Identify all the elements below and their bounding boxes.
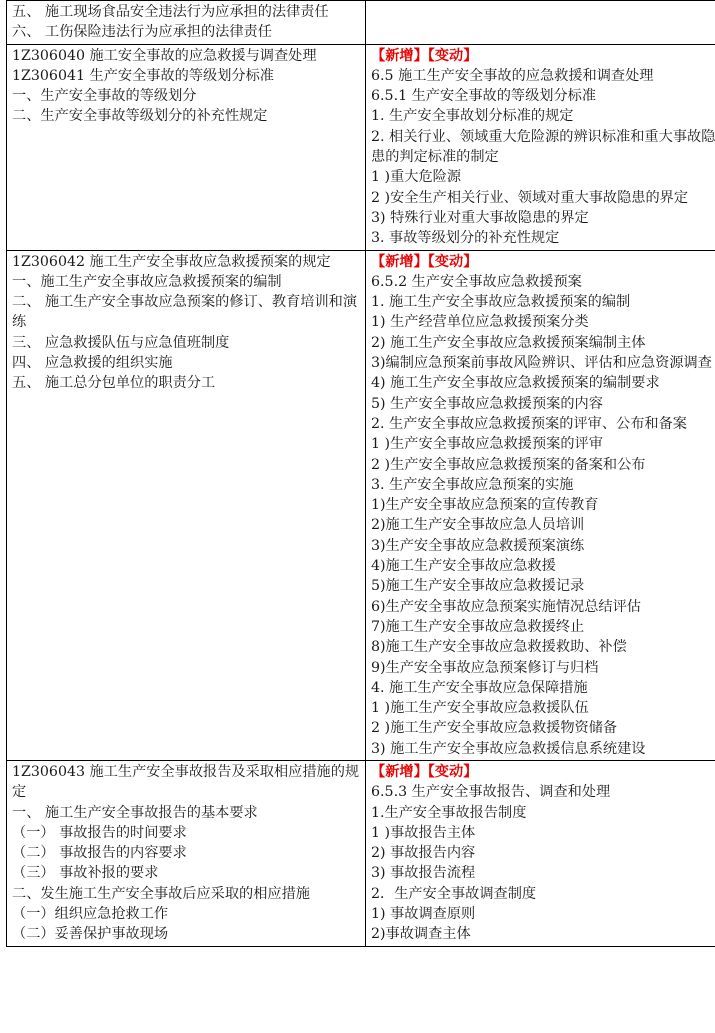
outline-line: 1.生产安全事故报告制度 <box>371 804 527 821</box>
outline-line: 一、 施工生产安全事故报告的基本要求 <box>12 804 258 821</box>
change-tag: 【新增】【变动】 <box>371 253 478 270</box>
outline-line: 4)施工生产安全事故应急救援 <box>371 558 556 575</box>
outline-line: 1 )重大危险源 <box>371 169 462 186</box>
outline-line: 1Z306041 生产安全事故的等级划分标准 <box>12 67 274 84</box>
comparison-table-body <box>7 1 715 947</box>
outline-line: 8)施工生产安全事故应急救援救助、补偿 <box>371 639 627 656</box>
outline-line: 3) 特殊行业对重大事故隐患的界定 <box>371 209 589 226</box>
outline-line: 2 )安全生产相关行业、领域对重大事故隐患的界定 <box>371 189 689 206</box>
outline-line: 9)生产安全事故应急预案修订与归档 <box>371 659 599 676</box>
outline-line: 2. 生产安全事故应急救援预案的评审、公布和备案 <box>371 415 687 432</box>
outline-line: 2. 相关行业、领域重大危险源的辨识标准和重大事故隐患的判定标准的制定 <box>371 128 715 166</box>
outline-line: 6)生产安全事故应急预案实施情况总结评估 <box>371 598 641 615</box>
outline-line: 1. 生产安全事故划分标准的规定 <box>371 108 574 125</box>
table-row <box>7 1 715 45</box>
outline-line: （一）组织应急抢救工作 <box>12 906 169 923</box>
outline-line: 3. 生产安全事故应急预案的实施 <box>371 476 574 493</box>
new-edition-cell <box>366 760 715 946</box>
outline-line: 2) 施工生产安全事故应急救援预案编制主体 <box>371 334 646 351</box>
outline-line: 2)施工生产安全事故应急人员培训 <box>371 517 585 534</box>
outline-line: 1Z306040 施工安全事故的应急救援与调查处理 <box>12 47 317 64</box>
outline-line: 5)施工生产安全事故应急救援记录 <box>371 578 585 595</box>
outline-line: （二）妥善保护事故现场 <box>12 926 169 943</box>
outline-line: 1) 生产经营单位应急救援预案分类 <box>371 314 589 331</box>
old-edition-cell <box>7 44 366 250</box>
outline-line: 四、 应急救援的组织实施 <box>12 355 173 372</box>
outline-line: 1) 事故调查原则 <box>371 906 476 923</box>
outline-line: 4) 施工生产安全事故应急救援预案的编制要求 <box>371 375 660 392</box>
outline-line: 五、 施工现场食品安全违法行为应承担的法律责任 <box>12 4 329 20</box>
table-row <box>7 760 715 946</box>
outline-line: 6.5.3 生产安全事故报告、调查和处理 <box>371 784 611 801</box>
outline-line: 2 )施工生产安全事故应急救援物资储备 <box>371 720 618 737</box>
document-page <box>6 0 715 947</box>
new-edition-cell <box>366 250 715 760</box>
new-edition-cell <box>366 44 715 250</box>
outline-line: 二、发生施工生产安全事故后应采取的相应措施 <box>12 885 310 902</box>
outline-line: 1 )施工生产安全事故应急救援队伍 <box>371 700 589 717</box>
outline-line: （三） 事故补报的要求 <box>12 865 159 882</box>
comparison-table <box>6 0 715 947</box>
outline-line: 6.5 施工生产安全事故的应急救援和调查处理 <box>371 67 654 84</box>
outline-line: 6.5.2 生产安全事故应急救援预案 <box>371 273 582 290</box>
outline-line: 1 )事故报告主体 <box>371 824 476 841</box>
old-edition-cell <box>7 760 366 946</box>
outline-line: 6.5.1 生产安全事故的等级划分标准 <box>371 88 597 105</box>
change-tag: 【新增】【变动】 <box>371 47 478 64</box>
outline-line: 1. 施工生产安全事故应急救援预案的编制 <box>371 294 631 311</box>
outline-line: 1Z306043 施工生产安全事故报告及采取相应措施的规定 <box>12 763 360 801</box>
change-tag: 【新增】【变动】 <box>371 763 478 780</box>
outline-line: 2．生产安全事故调查制度 <box>371 885 537 902</box>
outline-line: （一） 事故报告的时间要求 <box>12 824 187 841</box>
outline-line: 3. 事故等级划分的补充性规定 <box>371 230 560 247</box>
outline-line: （二） 事故报告的内容要求 <box>12 845 187 862</box>
outline-line: 2)事故调查主体 <box>371 926 471 943</box>
outline-line: 1 )生产安全事故应急救援预案的评审 <box>371 436 603 453</box>
outline-line: 一、施工生产安全事故应急救援预案的编制 <box>12 273 282 290</box>
old-edition-cell <box>7 1 366 45</box>
outline-line: 2) 事故报告内容 <box>371 845 476 862</box>
outline-line: 二、生产安全事故等级划分的补充性规定 <box>12 108 268 125</box>
table-row <box>7 250 715 760</box>
outline-line: 1Z306042 施工生产安全事故应急救援预案的规定 <box>12 253 331 270</box>
old-edition-cell <box>7 250 366 760</box>
outline-line: 3) 施工生产安全事故应急救援信息系统建设 <box>371 740 646 757</box>
outline-line: 3) 事故报告流程 <box>371 865 476 882</box>
outline-line: 1)生产安全事故应急预案的宣传教育 <box>371 497 599 514</box>
outline-line: 7)施工生产安全事故应急救援终止 <box>371 618 585 635</box>
new-edition-cell <box>366 1 715 45</box>
outline-line: 3)编制应急预案前事故风险辨识、评估和应急资源调查 <box>371 355 712 372</box>
outline-line: 六、 工伤保险违法行为应承担的法律责任 <box>12 24 272 41</box>
outline-line: 5) 生产安全事故应急救援预案的内容 <box>371 395 603 412</box>
table-row <box>7 44 715 250</box>
outline-line: 五、 施工总分包单位的职责分工 <box>12 375 216 392</box>
outline-line: 2 )生产安全事故应急救援预案的备案和公布 <box>371 456 646 473</box>
outline-line: 三、 应急救援队伍与应急值班制度 <box>12 334 230 351</box>
outline-line: 4. 施工生产安全事故应急保障措施 <box>371 679 588 696</box>
outline-line: 3)生产安全事故应急救援预案演练 <box>371 537 585 554</box>
outline-line: 一、生产安全事故的等级划分 <box>12 88 197 105</box>
outline-line: 二、 施工生产安全事故应急预案的修订、教育培训和演练 <box>12 294 358 331</box>
